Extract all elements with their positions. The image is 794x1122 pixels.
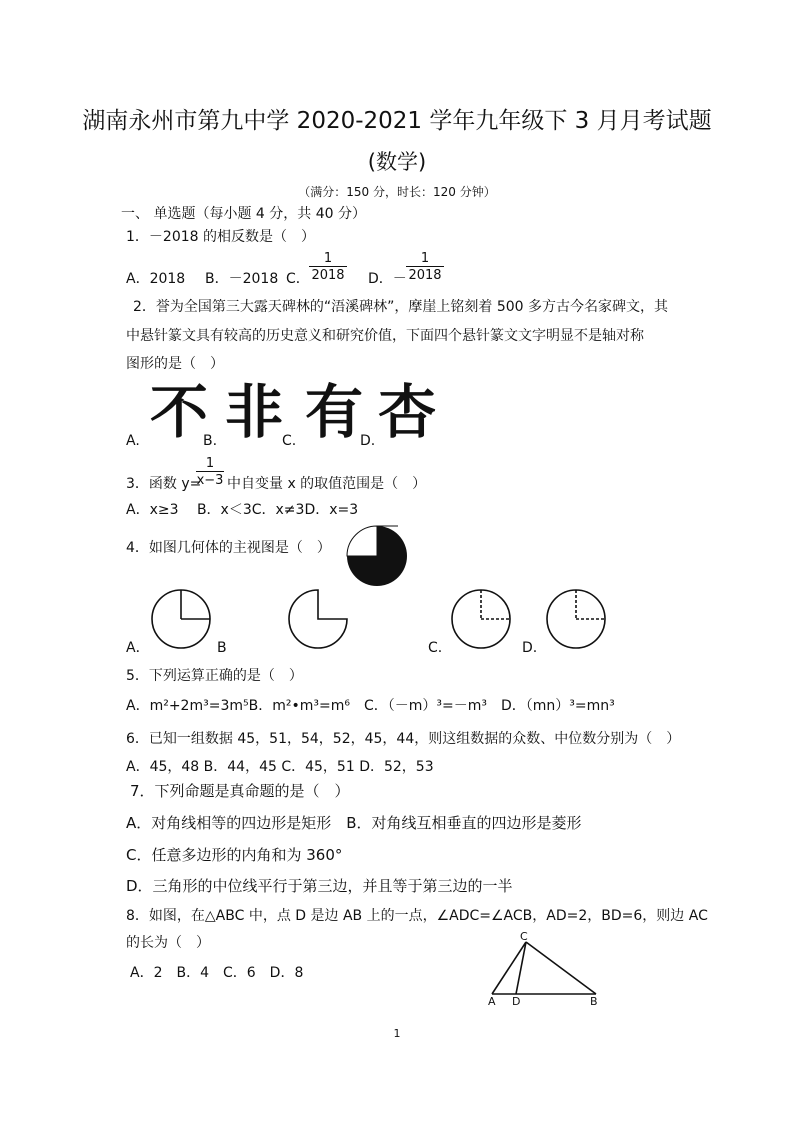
- q1-option-b: B．－2018: [205, 271, 279, 287]
- q2-line-3: 图形的是（ ）: [126, 356, 224, 372]
- q8-line-2: 的长为（ ）: [126, 935, 210, 951]
- q1-d-numerator: 1: [420, 251, 430, 266]
- q2-line-1: 2．誉为全国第三大露天碑林的“浯溪碑林”，摩崖上铭刻着 500 多方古今名家碑文，其: [133, 299, 669, 315]
- q2-seal-glyph-b: 非: [225, 378, 284, 446]
- q8-label-a: A: [488, 995, 496, 1008]
- q8-line-1: 8．如图，在△ABC 中，点 D 是边 AB 上的一点，∠ADC=∠ACB，AD=2，BD=6，则边 AC: [126, 908, 708, 924]
- q4-option-a-view: [150, 588, 212, 650]
- q4-option-c-view: [450, 588, 512, 650]
- q1-d-denominator: 2018: [406, 266, 444, 283]
- q8-label-b: B: [590, 995, 598, 1008]
- q4-label-c: C.: [428, 640, 443, 656]
- q4-label-d: D.: [522, 640, 538, 656]
- q2-label-a: A.: [126, 433, 140, 449]
- q4-option-d-view: [545, 588, 607, 650]
- q7-option-a-b: A．对角线相等的四边形是矩形 B．对角线互相垂直的四边形是菱形: [126, 814, 582, 832]
- q1-option-c-label: C．: [286, 271, 310, 287]
- exam-title: 湖南永州市第九中学 2020-2021 学年九年级下 3 月月考试题: [82, 108, 712, 134]
- q3-stem-suffix: 中自变量 x 的取值范围是（ ）: [227, 476, 427, 492]
- q1-option-c-fraction: [309, 251, 347, 283]
- q1-option-d-fraction: [406, 251, 444, 283]
- q4-solid-figure: [340, 520, 420, 590]
- page-number: 1: [393, 1027, 401, 1040]
- q5-stem: 5．下列运算正确的是（ ）: [126, 668, 303, 684]
- q1-c-denominator: 2018: [309, 266, 347, 283]
- q3-stem-prefix: 3．函数 y=: [126, 476, 202, 492]
- q7-stem: 7．下列命题是真命题的是（ ）: [130, 782, 350, 800]
- q1-option-d-label: D．－: [368, 271, 407, 287]
- q8-label-c: C: [520, 930, 528, 943]
- q2-seal-glyph-a: 不: [150, 378, 209, 446]
- q7-option-c: C．任意多边形的内角和为 360°: [126, 846, 343, 864]
- q2-line-2: 中悬针篆文具有较高的历史意义和研究价值，下面四个悬针篆文文字明显不是轴对称: [126, 328, 644, 344]
- q8-label-d: D: [512, 995, 521, 1008]
- q6-options: A．45，48 B．44，45 C．45，51 D．52，53: [126, 759, 434, 775]
- q8-triangle-figure: [486, 930, 606, 1002]
- q1-option-a: A．2018: [126, 271, 186, 287]
- q2-seal-glyph-d: 杏: [378, 378, 437, 446]
- q4-label-b: B: [217, 640, 227, 656]
- q8-options: A．2 B．4 C．6 D．8: [130, 965, 304, 981]
- q2-seal-glyph-c: 有: [305, 378, 364, 446]
- q1-stem: 1．－2018 的相反数是（ ）: [126, 229, 315, 245]
- q5-options: A．m²+2m³=3m⁵B．m²•m³=m⁶ C．（－m）³=－m³ D．（mn）³=mn³: [126, 698, 615, 714]
- q6-stem: 6．已知一组数据 45，51，54，52，45，44，则这组数据的众数、中位数分别为（ ）: [126, 731, 681, 747]
- q2-label-b: B.: [203, 433, 218, 449]
- q1-c-numerator: 1: [323, 251, 333, 266]
- q4-stem: 4．如图几何体的主视图是（ ）: [126, 540, 331, 556]
- q4-label-a: A．: [126, 640, 150, 656]
- q3-numerator: 1: [205, 456, 215, 471]
- section-heading: 一、 单选题（每小题 4 分，共 40 分）: [121, 206, 366, 222]
- exam-subject: (数学): [367, 150, 427, 174]
- q3-options: A．x≥3 B．x＜3C．x≠3D．x=3: [126, 502, 359, 518]
- q4-option-b-view: [287, 588, 349, 650]
- q2-label-c: C.: [282, 433, 297, 449]
- q2-label-d: D.: [360, 433, 376, 449]
- exam-meta: （满分：150 分，时长：120 分钟）: [298, 185, 496, 199]
- q3-fraction: [196, 456, 224, 488]
- q3-denominator: x−3: [196, 473, 224, 488]
- q7-option-d: D．三角形的中位线平行于第三边，并且等于第三边的一半: [126, 877, 513, 895]
